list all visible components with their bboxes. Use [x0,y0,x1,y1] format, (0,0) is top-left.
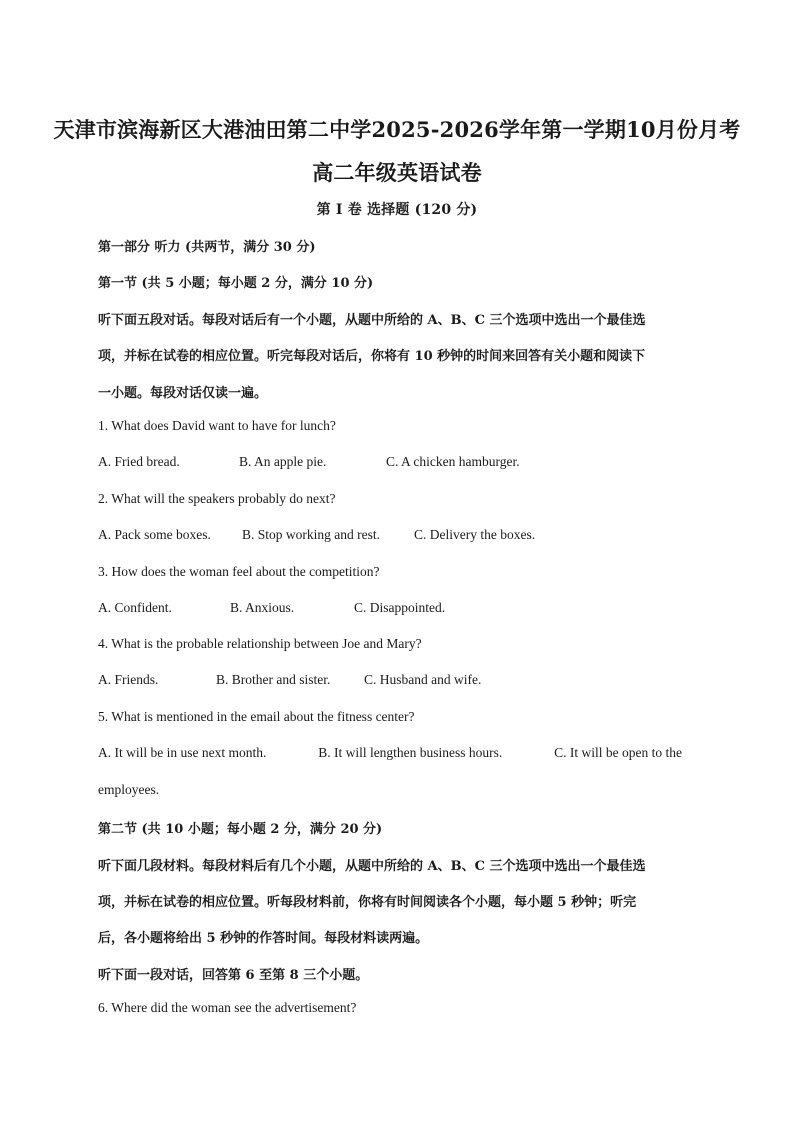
option-a: A. It will be in use next month. [98,745,267,760]
part1-heading: 第一部分 听力 (共两节，满分 30 分) [98,240,316,255]
page-title-line-1: 天津市滨海新区大港油田第二中学2025-2026学年第一学期10月份月考 [53,117,741,142]
option-c: C. Husband and wife. [364,672,482,687]
section2-instruction-3: 后，各小题将给出 5 秒钟的作答时间。每段材料读两遍。 [98,931,429,946]
volume-heading: 第 I 卷 选择题 (120 分) [316,202,478,218]
option-a: A. Confident. [98,600,172,615]
page-title-line-2: 高二年级英语试卷 [312,160,482,185]
option-a: A. Friends. [98,672,159,687]
option-b: B. Anxious. [230,600,295,615]
question-2: 2. What will the speakers probably do next? [98,491,336,506]
option-b: B. Stop working and rest. [242,527,380,542]
option-c: C. Disappointed. [354,600,446,615]
question-1: 1. What does David want to have for lunch? [98,418,336,433]
option-c: C. Delivery the boxes. [414,527,536,542]
section2-instruction-1: 听下面几段材料。每段材料后有几个小题，从题中所给的 A、B、C 三个选项中选出一个最佳选 [98,859,646,874]
question-5: 5. What is mentioned in the email about the fitness center? [98,709,415,724]
section1-instruction-2: 项，并标在试卷的相应位置。听完每段对话后，你将有 10 秒钟的时间来回答有关小题和阅读下 [98,349,646,364]
section2-heading: 第二节 (共 10 小题；每小题 2 分，满分 20 分) [98,822,383,837]
question-4: 4. What is the probable relationship between Joe and Mary? [98,636,422,651]
option-b: B. It will lengthen business hours. [318,745,503,760]
section1-heading: 第一节 (共 5 小题；每小题 2 分，满分 10 分) [98,276,374,291]
section2-instruction-2: 项，并标在试卷的相应位置。听每段材料前，你将有时间阅读各个小题，每小题 5 秒钟；听完 [98,895,637,910]
section1-instruction-1: 听下面五段对话。每段对话后有一个小题，从题中所给的 A、B、C 三个选项中选出一个最佳选 [98,313,646,328]
option-b: B. Brother and sister. [216,672,331,687]
section1-instruction-3: 一小题。每段对话仅读一遍。 [98,386,268,401]
question-3: 3. How does the woman feel about the competition? [98,564,380,579]
option-a: A. Pack some boxes. [98,527,211,542]
option-b: B. An apple pie. [239,454,327,469]
question-6: 6. Where did the woman see the advertisement? [98,1000,357,1015]
question-5-option-continuation: employees. [98,782,160,797]
option-c: C. It will be open to the [554,745,682,760]
question-5-options [98,745,682,761]
option-a: A. Fried bread. [98,454,180,469]
passage-intro: 听下面一段对话，回答第 6 至第 8 三个小题。 [98,968,369,983]
option-c: C. A chicken hamburger. [386,454,520,469]
